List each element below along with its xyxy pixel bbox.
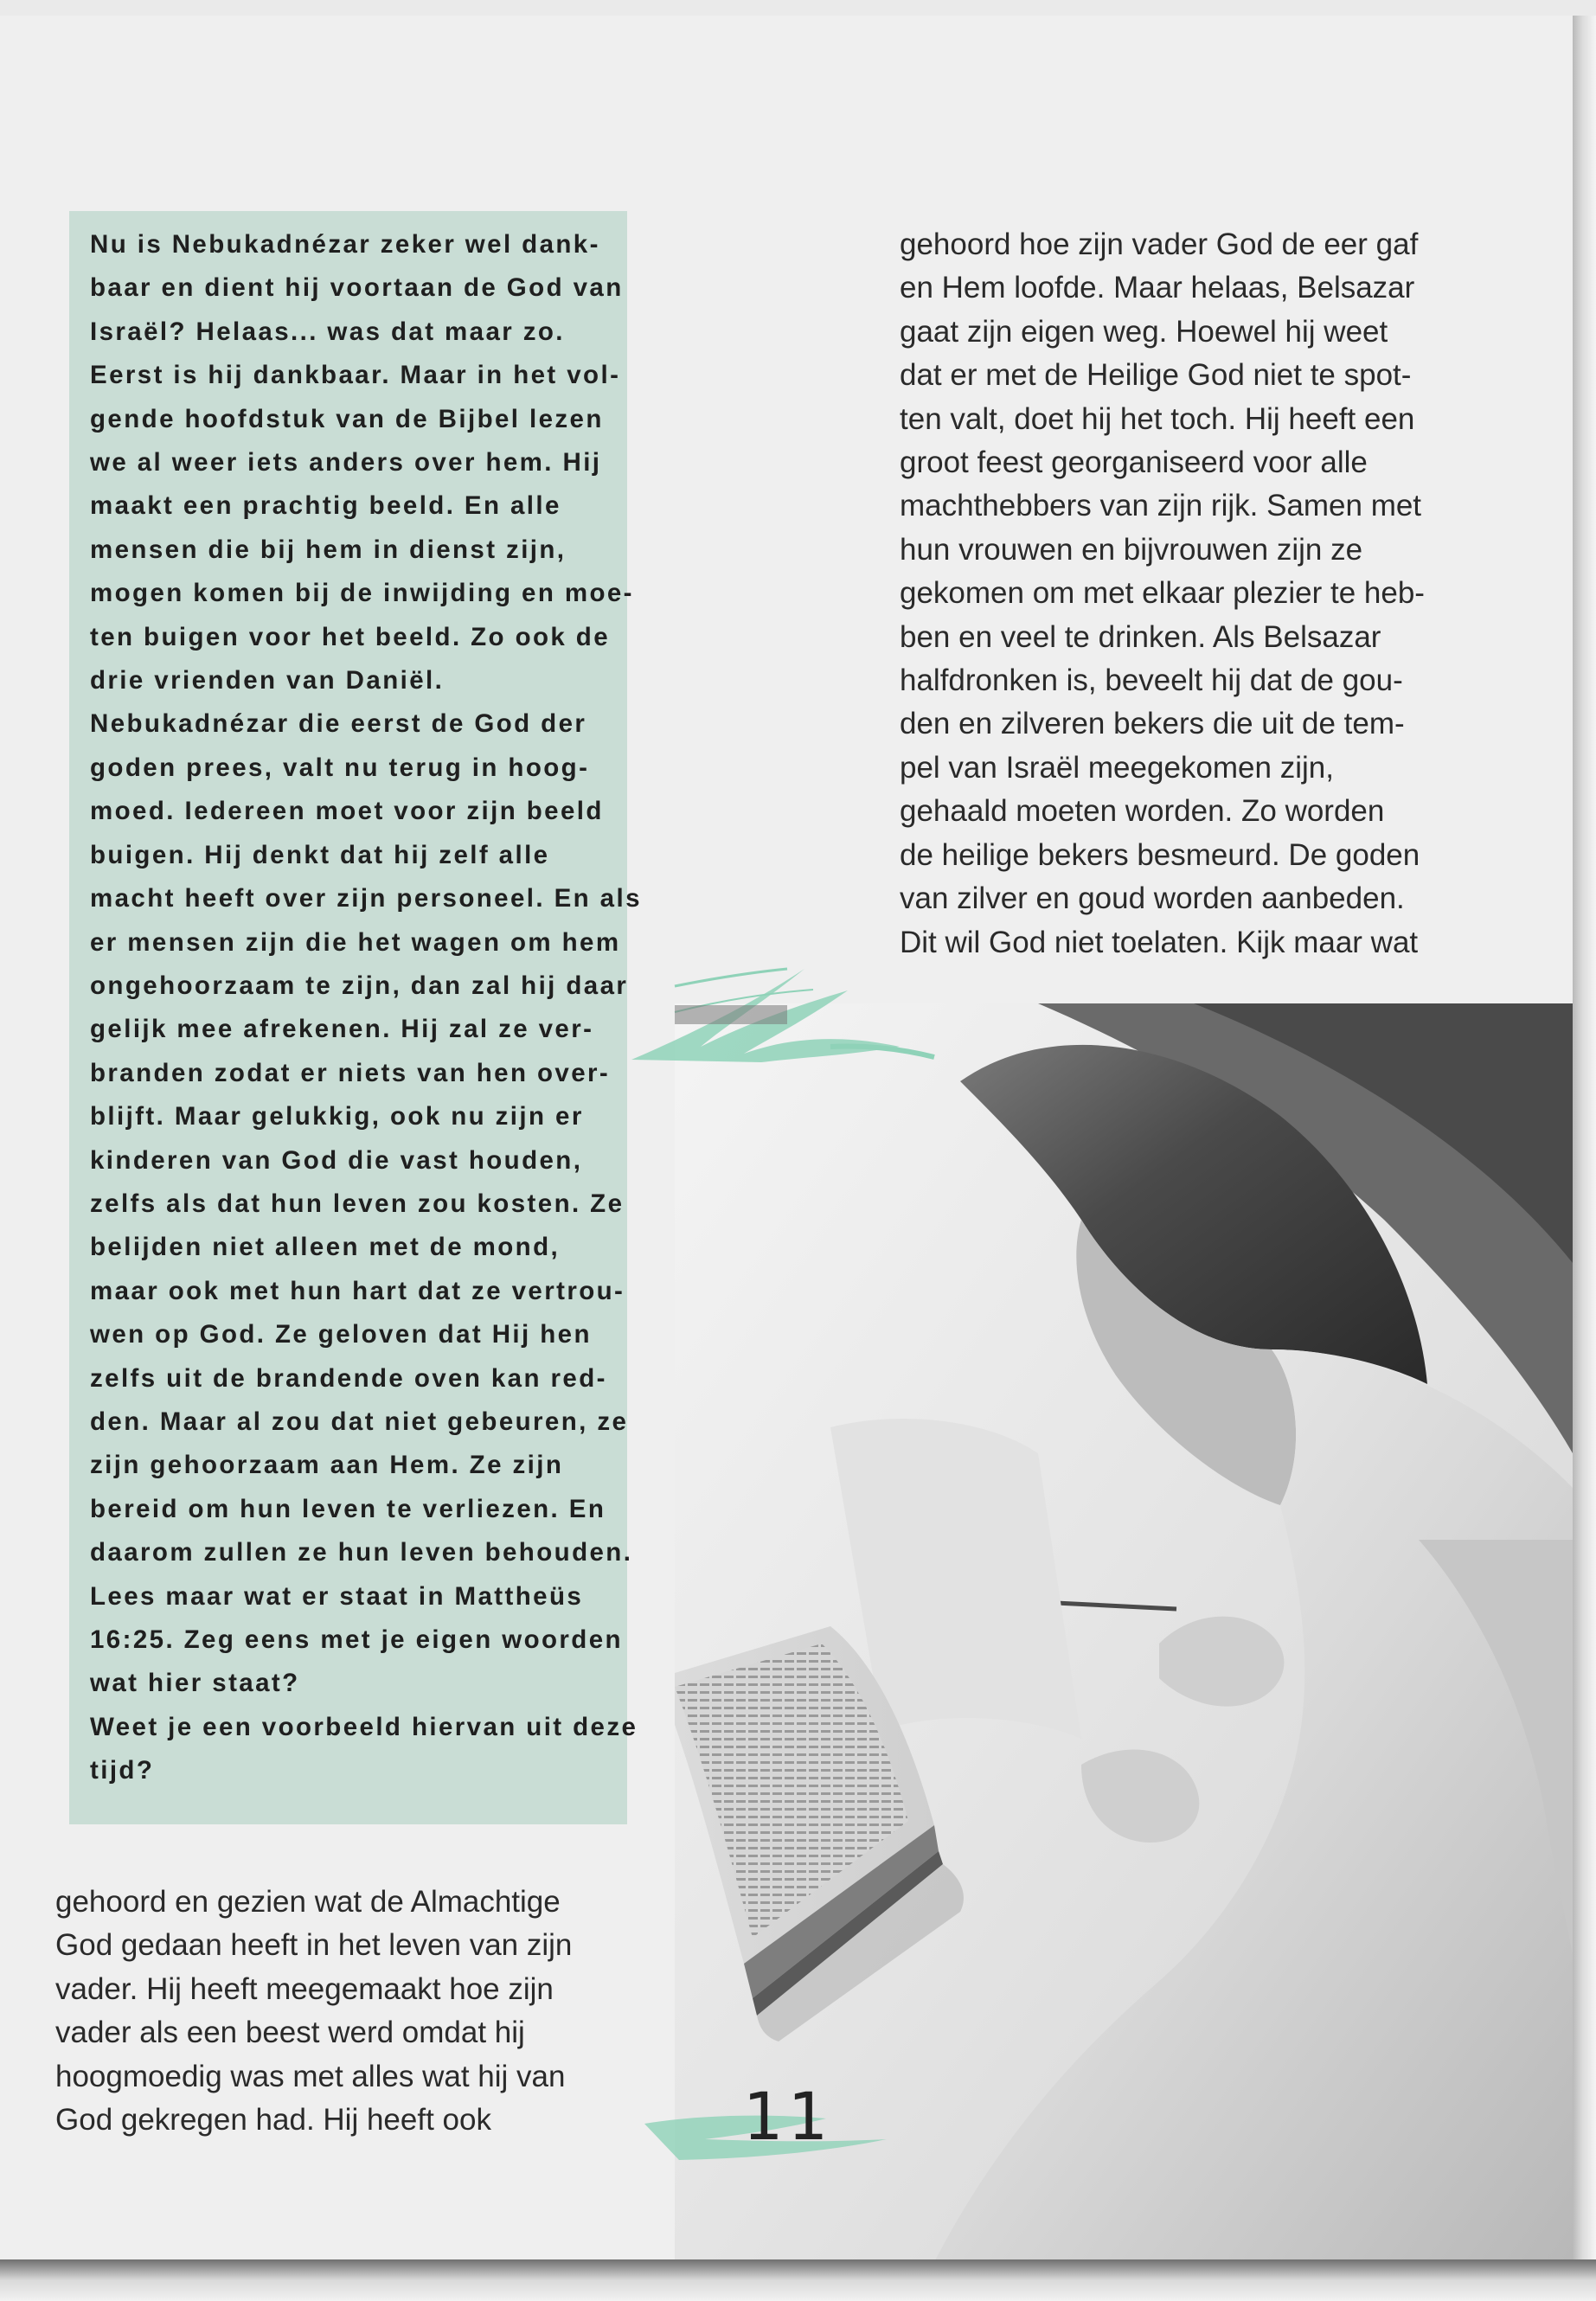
right-text-line: Dit wil God niet toelaten. Kijk maar wat [900, 925, 1419, 959]
sidebar-line: 16:25. Zeg eens met je eigen woorden [90, 1625, 623, 1654]
sidebar-line: drie vrienden van Daniël. [90, 666, 445, 695]
right-text-line: halfdronken is, beveelt hij dat de gou- [900, 663, 1403, 698]
sidebar-line: gende hoofdstuk van de Bijbel lezen [90, 404, 604, 433]
child-reading-bible-photo [675, 1003, 1573, 2262]
right-text-line: gehoord hoe zijn vader God de eer gaf [900, 228, 1419, 261]
sidebar-line: daarom zullen ze hun leven behouden. [90, 1538, 633, 1567]
bottom-text-line: God gedaan heeft in het leven van zijn [55, 1928, 573, 1963]
right-text-line: groot feest georganiseerd voor alle [900, 445, 1368, 480]
sidebar-line: moed. Iedereen moet voor zijn beeld [90, 797, 604, 826]
sidebar-line: wat hier staat? [90, 1669, 300, 1698]
bottom-column-text [55, 1881, 631, 2142]
sidebar-line: ten buigen voor het beeld. Zo ook de [90, 622, 611, 651]
sidebar-line: tijd? [90, 1756, 155, 1785]
sidebar-line: den. Maar al zou dat niet gebeuren, ze [90, 1407, 629, 1436]
right-text-line: machthebbers van zijn rijk. Samen met [900, 489, 1422, 523]
bottom-text-line: vader. Hij heeft meegemaakt hoe zijn [55, 1971, 554, 2006]
right-text-line: ben en veel te drinken. Als Belsazar [900, 619, 1381, 654]
sidebar-line: zelfs als dat hun leven zou kosten. Ze [90, 1189, 625, 1218]
bottom-text-line: gehoord en gezien wat de Almachtige [55, 1885, 561, 1919]
right-text-line: de heilige bekers besmeurd. De goden [900, 837, 1420, 872]
page-number: 11 [742, 2078, 832, 2155]
sidebar-text [90, 223, 642, 1793]
sidebar-line: branden zodat er niets van hen over- [90, 1058, 611, 1087]
sidebar-line: Lees maar wat er staat in Mattheüs [90, 1581, 584, 1611]
sidebar-line: maakt een prachtig beeld. En alle [90, 491, 561, 521]
sidebar-line: buigen. Hij denkt dat hij zelf alle [90, 840, 550, 869]
sidebar-line: gelijk mee afrekenen. Hij zal ze ver- [90, 1015, 594, 1044]
bottom-text-line: vader als een beest werd omdat hij [55, 2016, 525, 2050]
sidebar-line: maar ook met hun hart dat ze vertrou- [90, 1276, 625, 1305]
page-bottom-edge [0, 2259, 1596, 2301]
sidebar-line: zijn gehoorzaam aan Hem. Ze zijn [90, 1451, 564, 1480]
sidebar-line: Eerst is hij dankbaar. Maar in het vol- [90, 361, 621, 390]
right-text-line: gaat zijn eigen weg. Hoewel hij weet [900, 314, 1388, 349]
right-text-line: en Hem loofde. Maar helaas, Belsazar [900, 271, 1415, 305]
sidebar-line: Israël? Helaas... was dat maar zo. [90, 317, 565, 346]
sidebar-line: mensen die bij hem in dienst zijn, [90, 535, 567, 564]
right-text-line: ten valt, doet hij het toch. Hij heeft een [900, 401, 1415, 436]
sidebar-line: Nebukadnézar die eerst de God der [90, 709, 587, 739]
right-text-line: den en zilveren bekers die uit de tem- [900, 707, 1405, 741]
right-text-line: hun vrouwen en bijvrouwen zijn ze [900, 532, 1363, 567]
right-text-line: van zilver en goud worden aanbeden. [900, 881, 1405, 916]
right-text-line: gekomen om met elkaar plezier te heb- [900, 576, 1425, 611]
bottom-text-line: God gekregen had. Hij heeft ook [55, 2103, 491, 2138]
sidebar-line: er mensen zijn die het wagen om hem [90, 927, 621, 957]
sidebar-line: macht heeft over zijn personeel. En als [90, 884, 642, 913]
sidebar-line: ongehoorzaam te zijn, dan zal hij daar [90, 971, 629, 1000]
sidebar-line: goden prees, valt nu terug in hoog- [90, 753, 590, 782]
sidebar-line: bereid om hun leven te verliezen. En [90, 1494, 606, 1523]
sidebar-line: Weet je een voorbeeld hiervan uit deze [90, 1712, 638, 1741]
sidebar-line: zelfs uit de brandende oven kan red- [90, 1363, 607, 1393]
sidebar-line: Nu is Nebukadnézar zeker wel dank- [90, 230, 600, 259]
sidebar-line: belijden niet alleen met de mond, [90, 1233, 561, 1262]
right-text-line: pel van Israël meegekomen zijn, [900, 750, 1334, 785]
page-edge-shadow [1573, 16, 1596, 2301]
sidebar-line: blijft. Maar gelukkig, ook nu zijn er [90, 1102, 584, 1131]
right-text-line: gehaald moeten worden. Zo worden [900, 794, 1385, 829]
sidebar-line: baar en dient hij voortaan de God van [90, 273, 624, 303]
green-brush-stroke-icon [623, 952, 952, 1073]
right-column-text [900, 223, 1535, 965]
bottom-text-line: hoogmoedig was met alles wat hij van [55, 2059, 566, 2093]
right-text-line: dat er met de Heilige God niet te spot- [900, 358, 1412, 393]
sidebar-line: mogen komen bij de inwijding en moe- [90, 579, 634, 608]
sidebar-line: wen op God. Ze geloven dat Hij hen [90, 1320, 592, 1349]
sidebar-line: kinderen van God die vast houden, [90, 1145, 583, 1175]
sidebar-line: we al weer iets anders over hem. Hij [90, 448, 602, 478]
